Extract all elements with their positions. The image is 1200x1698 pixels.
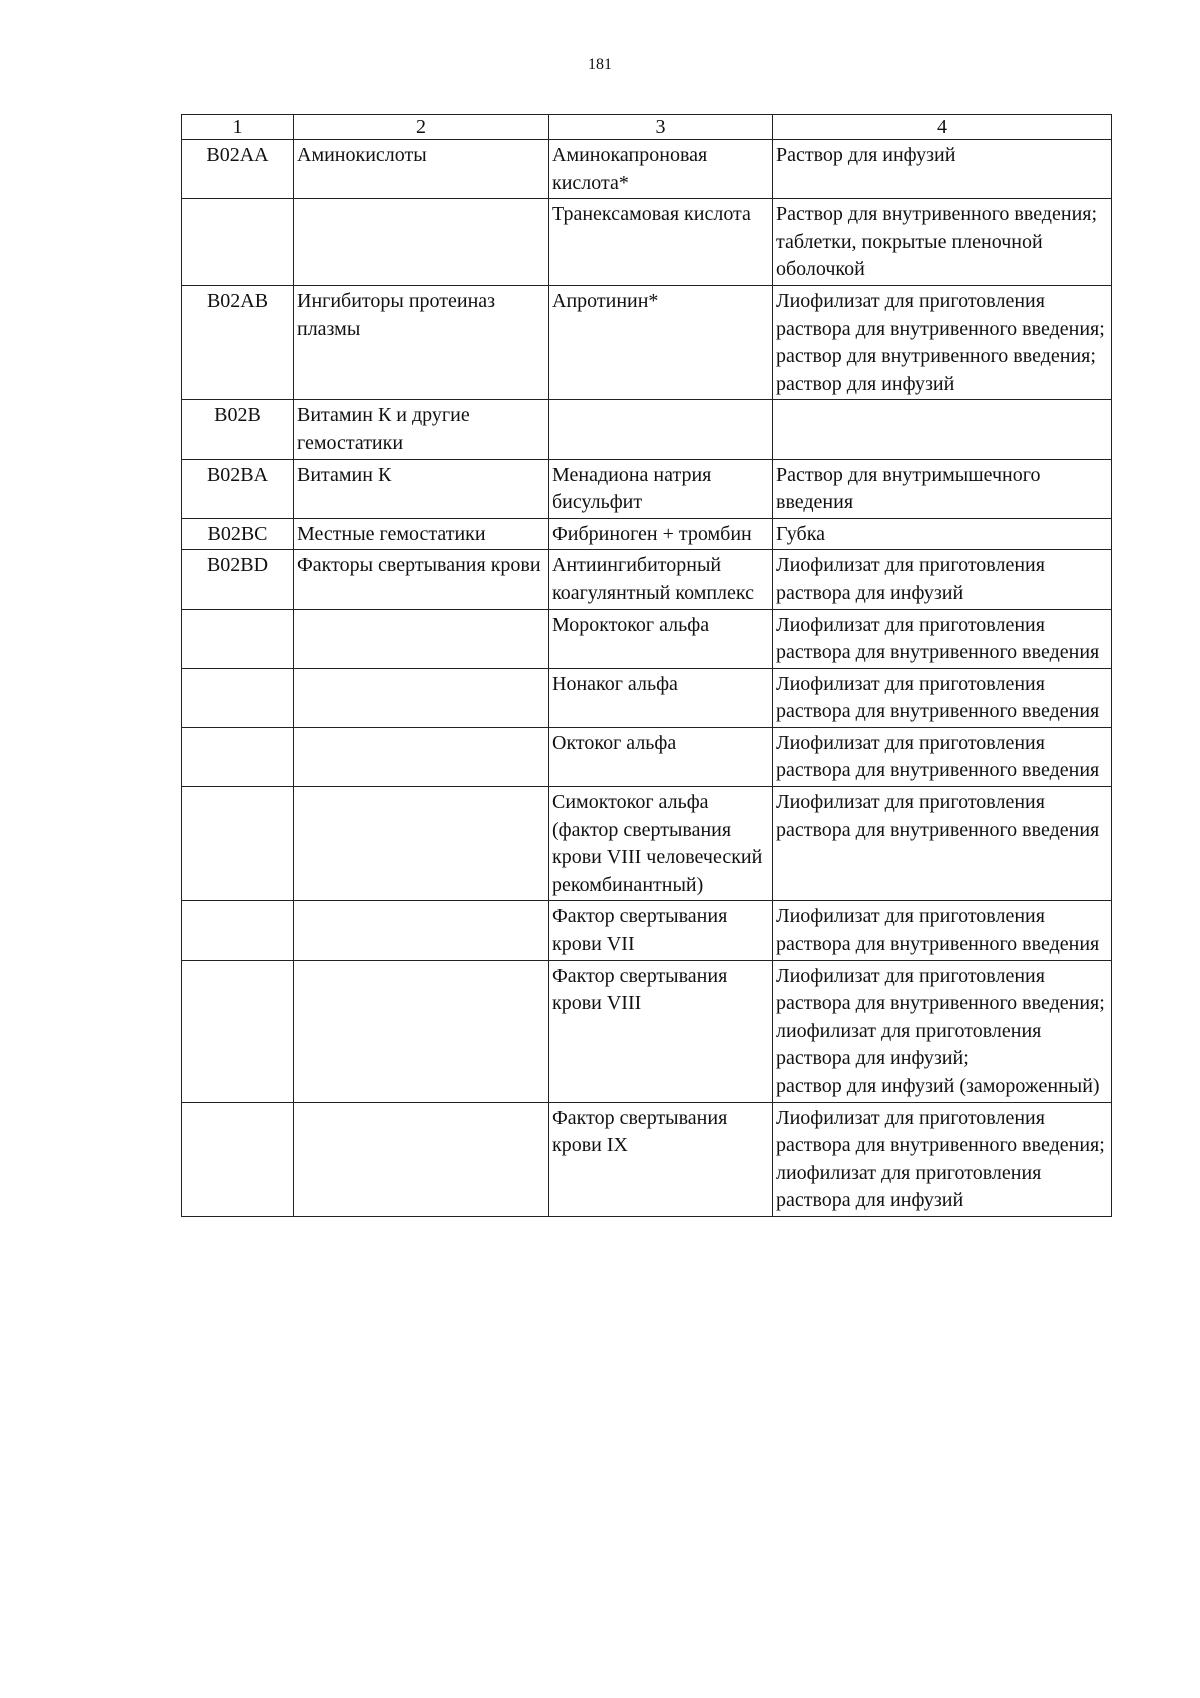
- dosage-forms-cell: [773, 668, 1112, 727]
- drug-name-cell: Октоког альфа: [549, 727, 773, 786]
- dosage-forms-cell: [773, 901, 1112, 960]
- dosage-forms-cell: [773, 787, 1112, 901]
- drug-name-cell: [549, 400, 773, 459]
- dosage-forms-cell: [773, 550, 1112, 609]
- dosage-form-line: лиофилизат для приготовления раствора для инфузий;: [776, 1019, 1042, 1070]
- atc-code-cell: B02AA: [182, 140, 294, 199]
- table-row: [182, 199, 1112, 286]
- dosage-forms-cell: [773, 609, 1112, 668]
- atc-code-cell: B02BC: [182, 518, 294, 550]
- dosage-form-line: лиофилизат для приготовления раствора для инфузий: [776, 1161, 1042, 1212]
- atc-group-cell: Местные гемостатики: [294, 518, 549, 550]
- table-row: [182, 787, 1112, 901]
- dosage-form-line: раствор для инфузий (замороженный): [776, 1075, 1100, 1097]
- drug-name-cell: Менадиона натрия бисульфит: [549, 459, 773, 518]
- table-row: [182, 960, 1112, 1102]
- table-row: [182, 518, 1112, 550]
- dosage-forms-cell: [773, 1102, 1112, 1216]
- dosage-forms-cell: [773, 459, 1112, 518]
- atc-group-cell: [294, 901, 549, 960]
- drug-name-cell: Фактор свертывания крови VIII: [549, 960, 773, 1102]
- table-body: [182, 140, 1112, 1217]
- drug-name-cell: Фактор свертывания крови IX: [549, 1102, 773, 1216]
- table-row: [182, 609, 1112, 668]
- atc-code-cell: [182, 787, 294, 901]
- dosage-form-line: Лиофилизат для приготовления раствора для внутривенного введения: [776, 731, 1100, 782]
- atc-group-cell: Ингибиторы протеиназ плазмы: [294, 285, 549, 399]
- drug-name-cell: Мороктоког альфа: [549, 609, 773, 668]
- dosage-form-line: Лиофилизат для приготовления раствора для внутривенного введения;: [776, 964, 1105, 1015]
- drug-name-cell: Аминокапроновая кислота*: [549, 140, 773, 199]
- table-header-row: [182, 115, 1112, 140]
- table-row: [182, 459, 1112, 518]
- table-row: [182, 668, 1112, 727]
- dosage-form-line: раствор для инфузий: [776, 372, 955, 395]
- atc-code-cell: [182, 960, 294, 1102]
- atc-code-cell: B02AB: [182, 285, 294, 399]
- atc-group-cell: [294, 668, 549, 727]
- atc-group-cell: [294, 199, 549, 286]
- table-row: [182, 901, 1112, 960]
- atc-code-cell: B02BA: [182, 459, 294, 518]
- atc-code-cell: B02B: [182, 400, 294, 459]
- column-header: 4: [773, 115, 1112, 140]
- atc-code-cell: B02BD: [182, 550, 294, 609]
- drug-name-cell: Нонаког альфа: [549, 668, 773, 727]
- dosage-forms-cell: [773, 727, 1112, 786]
- dosage-form-line: раствор для внутривенного введения;: [776, 345, 1096, 368]
- column-header: 2: [294, 115, 549, 140]
- atc-group-cell: [294, 1102, 549, 1216]
- dosage-form-line: таблетки, покрытые пленочной оболочкой: [776, 230, 1043, 281]
- dosage-form-line: Раствор для инфузий: [776, 144, 956, 166]
- table-row: [182, 285, 1112, 399]
- drug-table: [181, 114, 1112, 1217]
- atc-group-cell: Витамин К: [294, 459, 549, 518]
- atc-code-cell: [182, 609, 294, 668]
- dosage-form-line: Лиофилизат для приготовления раствора для внутривенного введения: [776, 613, 1100, 664]
- dosage-forms-cell: [773, 518, 1112, 550]
- atc-group-cell: [294, 960, 549, 1102]
- drug-name-cell: Апротинин*: [549, 285, 773, 399]
- drug-name-cell: Фактор свертывания крови VII: [549, 901, 773, 960]
- drug-name-cell: Симоктоког альфа (фактор свертывания крови VIII человеческий рекомбинантный): [549, 787, 773, 901]
- atc-code-cell: [182, 668, 294, 727]
- table-row: [182, 727, 1112, 786]
- atc-group-cell: [294, 609, 549, 668]
- atc-group-cell: Витамин К и другие гемостатики: [294, 400, 549, 459]
- dosage-form-line: Лиофилизат для приготовления раствора для внутривенного введения;: [776, 1106, 1105, 1157]
- dosage-form-line: Раствор для внутривенного введения;: [776, 203, 1098, 226]
- dosage-forms-cell: [773, 285, 1112, 399]
- dosage-form-line: Лиофилизат для приготовления раствора для внутривенного введения: [776, 672, 1100, 723]
- dosage-forms-cell: [773, 140, 1112, 199]
- table-row: [182, 140, 1112, 199]
- dosage-form-line: Лиофилизат для приготовления раствора для внутривенного введения: [776, 905, 1100, 956]
- column-header: 3: [549, 115, 773, 140]
- atc-group-cell: [294, 727, 549, 786]
- atc-code-cell: [182, 1102, 294, 1216]
- dosage-form-line: Лиофилизат для приготовления раствора для инфузий: [776, 554, 1045, 604]
- dosage-forms-cell: [773, 960, 1112, 1102]
- dosage-forms-cell: [773, 199, 1112, 286]
- atc-code-cell: [182, 727, 294, 786]
- atc-code-cell: [182, 901, 294, 960]
- drug-name-cell: Антиингибиторный коагулянтный комплекс: [549, 550, 773, 609]
- dosage-form-line: Лиофилизат для приготовления раствора для внутривенного введения: [776, 791, 1100, 841]
- dosage-forms-cell: [773, 400, 1112, 459]
- atc-group-cell: Аминокислоты: [294, 140, 549, 199]
- drug-name-cell: Фибриноген + тромбин: [549, 518, 773, 550]
- dosage-form-line: Раствор для внутримышечного введения: [776, 463, 1041, 514]
- atc-group-cell: Факторы свертывания крови: [294, 550, 549, 609]
- dosage-form-line: Губка: [776, 522, 826, 545]
- drug-name-cell: Транексамовая кислота: [549, 199, 773, 286]
- dosage-form-line: Лиофилизат для приготовления раствора для внутривенного введения;: [776, 289, 1105, 340]
- table-row: [182, 550, 1112, 609]
- table-row: [182, 400, 1112, 459]
- table-row: [182, 1102, 1112, 1216]
- atc-code-cell: [182, 199, 294, 286]
- column-header: 1: [182, 115, 294, 140]
- atc-group-cell: [294, 787, 549, 901]
- page-number: 181: [588, 56, 612, 73]
